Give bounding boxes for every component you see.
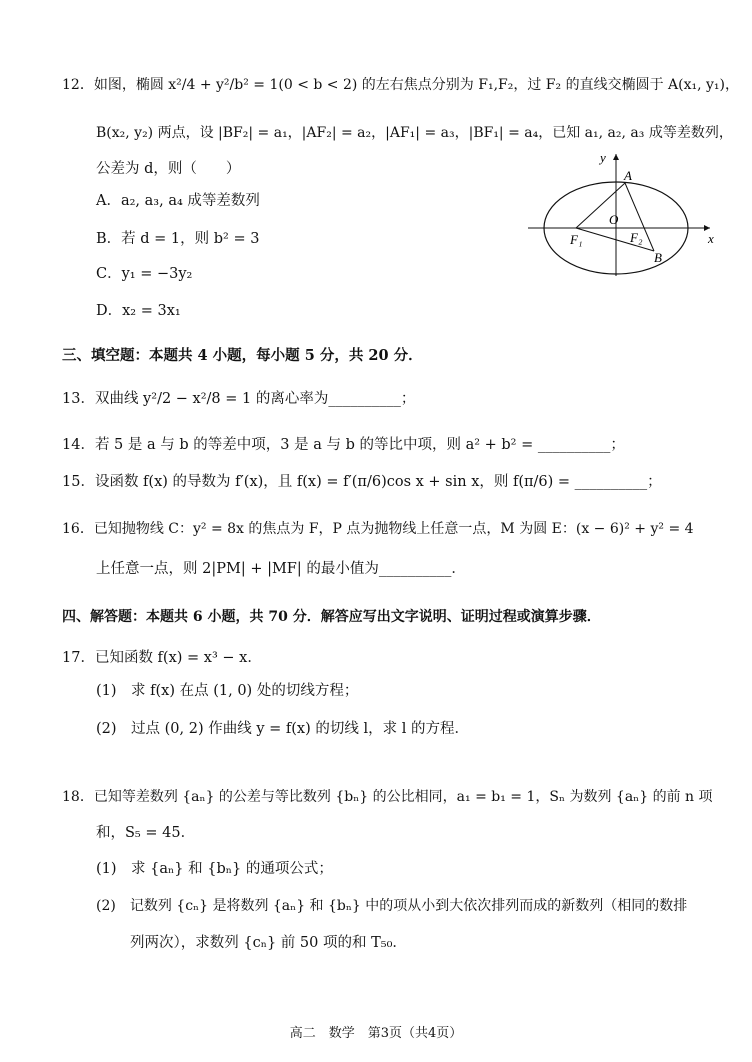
q12-option-b: B．若 d = 1，则 b² = 3	[96, 231, 260, 247]
q18-part1: (1) 求 {aₙ} 和 {bₙ} 的通项公式；	[96, 861, 333, 877]
q12-option-c: C．y₁ = −3y₂	[96, 266, 193, 282]
q18-line1: 18．已知等差数列 {aₙ} 的公差与等比数列 {bₙ} 的公比相同，a₁ = b₁ = 1，Sₙ 为数列 {aₙ} 的前 n 项	[62, 789, 713, 805]
section3-heading: 三、填空题：本题共 4 小题，每小题 5 分，共 20 分．	[62, 347, 423, 364]
q12-line2: B(x₂, y₂) 两点，设 |BF₂| = a₁，|AF₂| = a₂，|AF₁| = a₃，|BF₁| = a₄，已知 a₁, a₂, a₃ 成等差数列，	[96, 125, 733, 141]
label-F1: F₁	[570, 232, 583, 247]
label-x: x	[708, 231, 714, 246]
label-F2: F₂	[630, 230, 643, 245]
section4-heading: 四、解答题：本题共 6 小题，共 70 分．解答应写出文字说明、证明过程或演算步骤．	[62, 609, 601, 625]
q16-line1: 16．已知抛物线 C：y² = 8x 的焦点为 F，P 点为抛物线上任意一点，M 为圆 E：(x − 6)² + y² = 4	[62, 521, 694, 537]
q16-line2: 上任意一点，则 2|PM| + |MF| 的最小值为__________．	[96, 561, 466, 577]
label-O: O	[609, 212, 619, 227]
q18-part2-line1: (2) 记数列 {cₙ} 是将数列 {aₙ} 和 {bₙ} 中的项从小到大依次排列而成的新数列（相同的数排	[96, 898, 688, 914]
q17-part2: (2) 过点 (0, 2) 作曲线 y = f(x) 的切线 l，求 l 的方程．	[96, 721, 469, 737]
q13: 13．双曲线 y²/2 − x²/8 = 1 的离心率为__________；	[62, 391, 416, 407]
q12-line3: 公差为 d，则（ ）	[96, 161, 241, 177]
q12-option-a: A．a₂, a₃, a₄ 成等差数列	[96, 193, 260, 209]
q17-stem: 17．已知函数 f(x) = x³ − x．	[62, 650, 262, 666]
ellipse-figure	[520, 148, 720, 278]
q12-line1: 12．如图，椭圆 x²/4 + y²/b² = 1(0 < b < 2) 的左右焦点分别为 F₁,F₂，过 F₂ 的直线交椭圆于 A(x₁, y₁)，	[62, 77, 739, 93]
label-y: y	[600, 150, 606, 165]
page-footer: 高二 数学 第3页（共4页）	[289, 1026, 463, 1041]
label-B: B	[654, 250, 662, 265]
q15: 15．设函数 f(x) 的导数为 f′(x)，且 f(x) = f′(π/6)cos x + sin x，则 f(π/6) = __________；	[62, 474, 662, 490]
q18-line2: 和，S₅ = 45．	[96, 825, 196, 841]
q12-option-d: D．x₂ = 3x₁	[96, 303, 181, 319]
q14: 14．若 5 是 a 与 b 的等差中项，3 是 a 与 b 的等比中项，则 a² + b² = __________；	[62, 437, 625, 453]
label-A: A	[624, 168, 632, 183]
q18-part2-line2: 列两次），求数列 {cₙ} 前 50 项的和 T₅₀．	[130, 935, 407, 951]
q17-part1: (1) 求 f(x) 在点 (1, 0) 处的切线方程；	[96, 683, 359, 699]
